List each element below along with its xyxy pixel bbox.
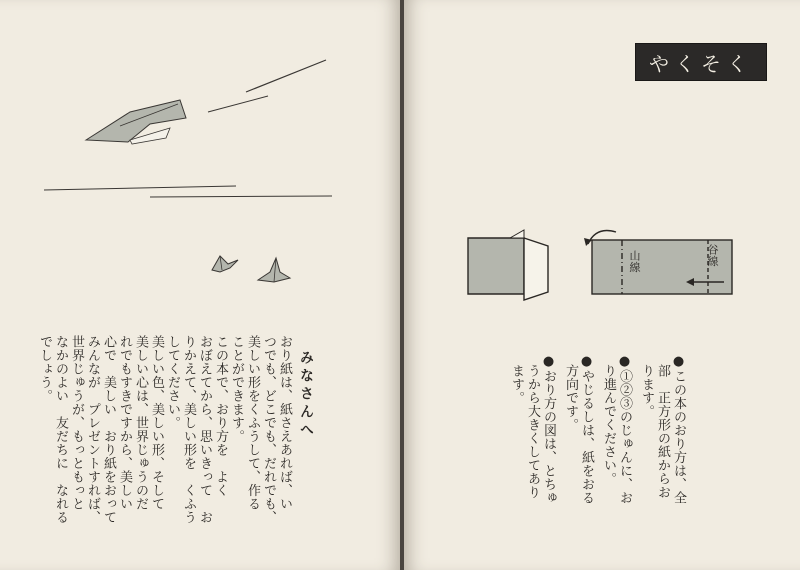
text-column: つでも、どこでも、だれでも、 <box>261 335 276 524</box>
origami-bird-icon <box>254 252 294 286</box>
text-column: りかえて、美しい形を くふう <box>181 335 196 524</box>
rule-text: 方向です。 <box>563 364 578 432</box>
text-column: 世界じゅうが、もっともっと <box>69 335 84 511</box>
text-column: みんなが プレゼントすれば、 <box>85 335 100 524</box>
rule-text: ます。 <box>509 364 524 405</box>
rule-bullet <box>670 354 687 505</box>
valley-line-label: 谷線 <box>706 244 719 267</box>
paper-airplane-illustration <box>0 0 400 220</box>
text-column: なかのよい 友だちに なれる <box>53 335 68 524</box>
rule-text: おり方の図は、とちゅ <box>541 369 556 505</box>
text-column: この本で、おり方を よく <box>213 335 228 497</box>
rule-bullet <box>540 354 557 505</box>
text-column: 美しい色、美しい形、そして <box>149 335 164 511</box>
rule-text: ります。 <box>639 364 654 418</box>
text-column: おり紙は、紙さえあれば、い <box>277 335 292 511</box>
text-column: おぼえてから、思いきって お <box>197 335 212 524</box>
rule-text: やじるしは、紙をおる <box>579 369 594 505</box>
rule-text: り進んでください。 <box>601 364 616 486</box>
text-column: 心で 美しい おり紙をおって <box>101 335 116 524</box>
rule-text: ①②③のじゅんに、お <box>617 369 632 505</box>
text-column: でしょう。 <box>37 335 52 403</box>
rule-bullet <box>616 354 633 505</box>
text-column: 美しい形をくふうして、作る <box>245 335 260 511</box>
right-page <box>404 0 800 570</box>
text-column: れでもすきですから、美しい <box>117 335 132 511</box>
rule-text: 部 正方形の紙からお <box>655 364 670 499</box>
page-title: やくそく <box>636 44 766 80</box>
origami-bird-icon <box>206 246 246 280</box>
page-heading: みなさんへ <box>298 350 314 440</box>
rule-text: この本のおり方は、全 <box>671 369 686 505</box>
text-column: してください。 <box>165 335 180 430</box>
text-column: 美しい心は、世界じゅうのだ <box>133 335 148 511</box>
fold-line-diagram <box>464 222 764 312</box>
rule-text: うから大きくしてあり <box>525 364 540 499</box>
text-column: ことができます。 <box>229 335 244 443</box>
rule-bullet <box>578 354 595 505</box>
mountain-line-label: 山線 <box>628 250 641 273</box>
